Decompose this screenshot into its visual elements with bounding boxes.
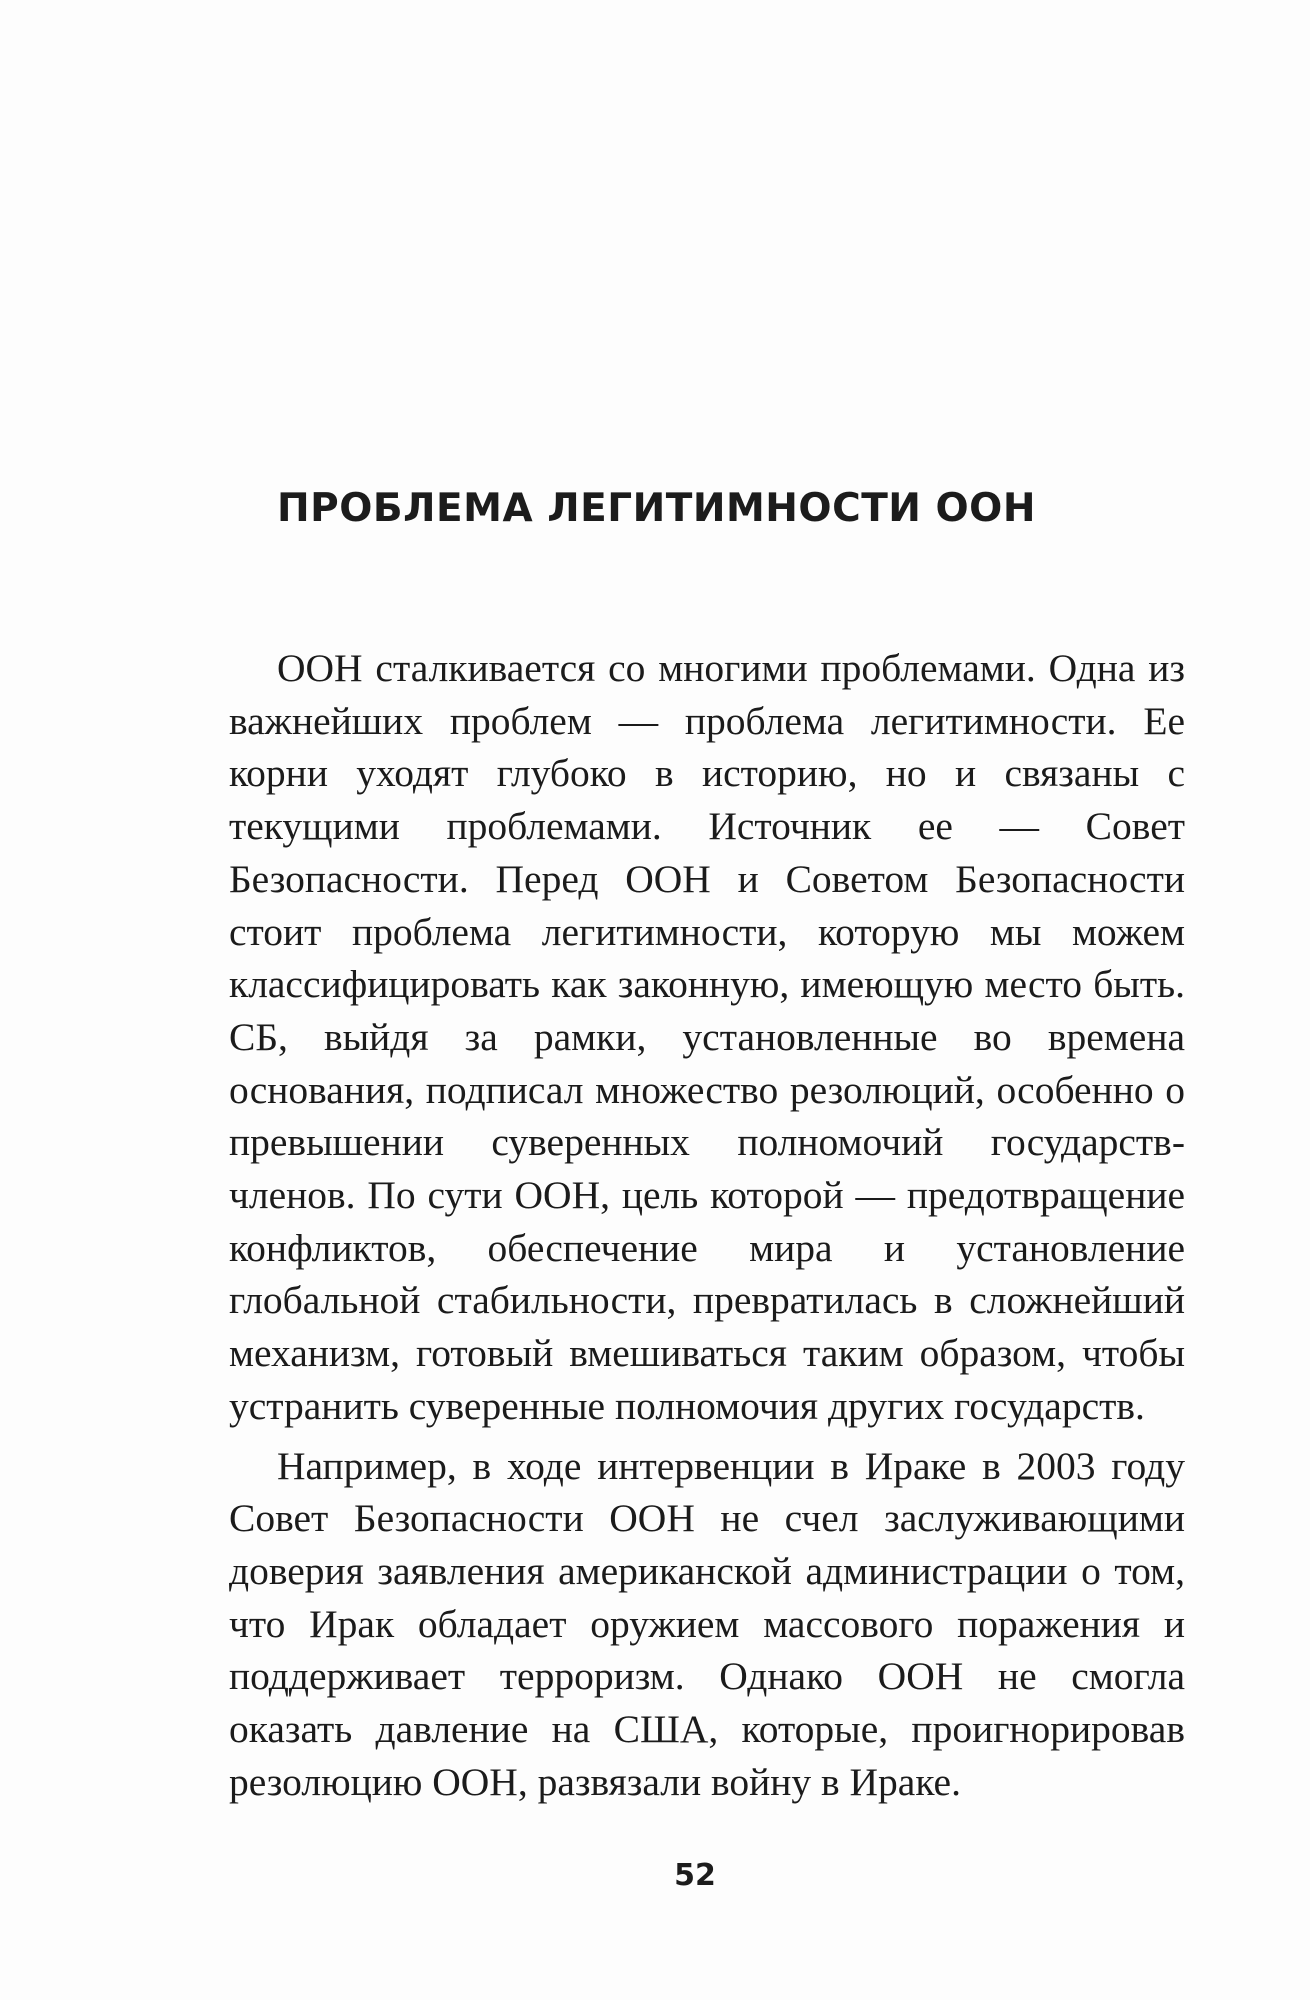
paragraph-1: ООН сталкивается со многими проблемами. Одна из важнейших проблем — проблема легитимности. Ее корни уходят глубоко в историю, но и связаны с текущими проблемами. Источник ее — Совет Безопасности. Перед ООН и Советом Безопасности стоит проблема легитимности, которую мы можем классифицировать как законную, имеющую место быть. СБ, выйдя за рамки, установленные во времена основания, подписал множество резолюций, особенно о превышении суверенных полномочий государств-членов. По сути ООН, цель которой — предотвращение конфликтов, обеспечение мира и установление глобальной стабильности, превратилась в сложнейший механизм, готовый вмешиваться таким образом, чтобы устранить суверенные полномочия других государств.	[229, 646, 1185, 1428]
body-text	[229, 642, 1185, 1815]
section-heading: ПРОБЛЕМА ЛЕГИТИМНОСТИ ООН	[277, 486, 1036, 531]
paragraph-2: Например, в ходе интервенции в Ираке в 2003 году Совет Безопасности ООН не счел заслуживающими доверия заявления американской администрации о том, что Ирак обладает оружием массового поражения и поддерживает терроризм. Однако ООН не смогла оказать давление на США, которые, проигнорировав резолюцию ООН, развязали войну в Ираке.	[229, 1443, 1185, 1804]
page-number: 52	[674, 1858, 716, 1893]
